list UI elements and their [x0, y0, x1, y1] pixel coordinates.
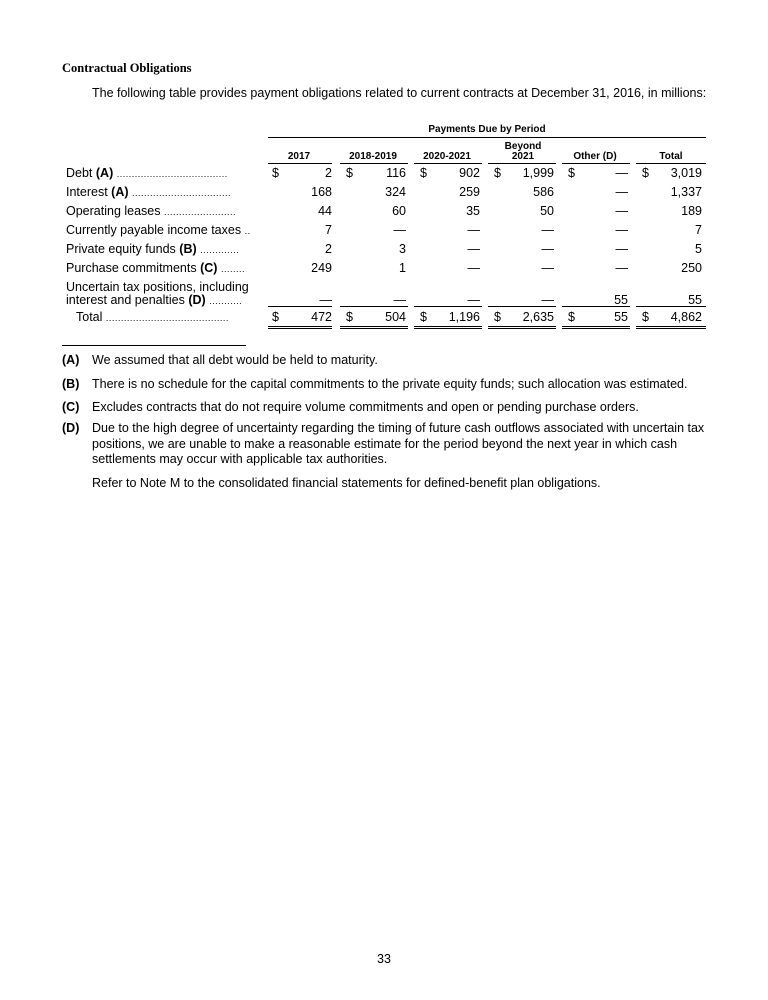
- table-cell: 3: [399, 242, 406, 256]
- closing-note: Refer to Note M to the consolidated financial statements for defined-benefit plan obligations.: [92, 476, 601, 490]
- table-cell: —: [615, 204, 628, 218]
- header-rule: [268, 137, 706, 138]
- row-label-line1: Uncertain tax positions, including: [66, 280, 249, 294]
- table-cell: 168: [311, 185, 332, 199]
- currency-symbol: $: [568, 310, 575, 324]
- table-cell: —: [541, 293, 554, 307]
- currency-symbol: $: [272, 166, 279, 180]
- row-footnote-ref: (A): [95, 166, 114, 180]
- table-cell: 189: [681, 204, 702, 218]
- footnote-a-text: We assumed that all debt would be held to maturity.: [92, 353, 378, 367]
- table-cell: 249: [311, 261, 332, 275]
- row-leader-dots: .............: [200, 245, 240, 255]
- table-cell: —: [541, 242, 554, 256]
- table-cell: —: [615, 223, 628, 237]
- table-cell: 3,019: [670, 166, 702, 180]
- table-cell: 1: [399, 261, 406, 275]
- table-cell: 60: [392, 204, 406, 218]
- col-beyond-line1: Beyond: [504, 141, 542, 152]
- currency-symbol: $: [346, 166, 353, 180]
- table-cell: 7: [695, 223, 702, 237]
- table-cell: —: [615, 185, 628, 199]
- row-label-text: Debt: [66, 166, 93, 180]
- currency-symbol: $: [494, 166, 501, 180]
- row-label-text: Purchase commitments: [66, 261, 197, 275]
- total-cell: 2,635: [522, 310, 554, 324]
- row-footnote-ref: (C): [200, 261, 218, 275]
- footnote-d-key: (D): [62, 421, 80, 435]
- table-cell: 35: [466, 204, 480, 218]
- footnote-c-text: Excludes contracts that do not require volume commitments and open or pending purchase orders.: [92, 400, 639, 414]
- col-beyond-line2: 2021: [511, 151, 535, 162]
- total-label-text: Total: [76, 310, 103, 324]
- row-label: [66, 223, 251, 239]
- page-number: 33: [377, 952, 391, 966]
- footnote-c-key: (C): [62, 400, 80, 414]
- table-cell: —: [615, 166, 628, 180]
- col-other: Other (D): [573, 151, 617, 162]
- table-cell: 50: [540, 204, 554, 218]
- row-footnote-ref: (A): [111, 185, 129, 199]
- total-cell: 1,196: [448, 310, 480, 324]
- row-label-text: Operating leases: [66, 204, 161, 218]
- currency-symbol: $: [420, 166, 427, 180]
- row-label: [66, 185, 231, 201]
- currency-symbol: $: [494, 310, 501, 324]
- table-cell: —: [319, 293, 332, 307]
- footnote-d-text: Due to the high degree of uncertainty regarding the timing of future cash outflows associated with uncertain tax positions, we are unable to make a reasonable estimate for the period beyond the next year in which cash settlements may occur with applicable tax authorities.: [92, 421, 705, 466]
- intro-paragraph: The following table provides payment obligations related to current contracts at December 31, 2016, in millions:: [92, 86, 707, 100]
- table-cell: —: [467, 293, 480, 307]
- row-label: [66, 242, 239, 258]
- row-label: [66, 204, 236, 220]
- col-2020-2021: 2020-2021: [423, 151, 471, 162]
- row-leader-dots: ...........: [209, 296, 243, 306]
- table-cell: 1,337: [670, 185, 702, 199]
- row-label: [66, 293, 242, 309]
- table-cell: 586: [533, 185, 554, 199]
- table-cell: 324: [385, 185, 406, 199]
- table-cell: —: [541, 223, 554, 237]
- row-leader-dots: ........: [220, 264, 245, 274]
- total-leader-dots: .........................................: [105, 313, 229, 323]
- total-cell: 472: [311, 310, 332, 324]
- currency-symbol: $: [642, 310, 649, 324]
- col-total: Total: [659, 151, 683, 162]
- footnote-b-text: There is no schedule for the capital commitments to the private equity funds; such allocation was estimated.: [92, 377, 688, 391]
- table-cell: 55: [614, 293, 628, 307]
- row-leader-dots: ..: [244, 226, 251, 236]
- currency-symbol: $: [642, 166, 649, 180]
- footnote-separator: [62, 345, 246, 346]
- table-cell: —: [393, 223, 406, 237]
- col-2018-2019: 2018-2019: [349, 151, 397, 162]
- table-cell: 2: [325, 166, 332, 180]
- table-cell: —: [467, 223, 480, 237]
- row-leader-dots: .....................................: [116, 169, 228, 179]
- row-label: [66, 261, 245, 277]
- footnote-a-key: (A): [62, 353, 80, 367]
- table-cell: —: [541, 261, 554, 275]
- table-cell: 250: [681, 261, 702, 275]
- table-cell: 55: [688, 293, 702, 307]
- currency-symbol: $: [346, 310, 353, 324]
- table-cell: —: [615, 242, 628, 256]
- table-cell: 259: [459, 185, 480, 199]
- col-2017: 2017: [287, 151, 311, 162]
- table-cell: —: [615, 261, 628, 275]
- total-cell: 55: [614, 310, 628, 324]
- section-title: Contractual Obligations: [62, 61, 192, 75]
- table-cell: —: [467, 261, 480, 275]
- table-cell: —: [467, 242, 480, 256]
- table-cell: —: [393, 293, 406, 307]
- table-cell: 116: [386, 166, 406, 180]
- row-footnote-ref: (D): [188, 293, 206, 307]
- footnote-b-key: (B): [62, 377, 80, 391]
- row-label-text: interest and penalties: [66, 293, 185, 307]
- row-label-text: Currently payable income taxes: [66, 223, 242, 237]
- currency-symbol: $: [568, 166, 575, 180]
- row-label-text: Interest: [66, 185, 108, 199]
- total-cell: 504: [385, 310, 406, 324]
- table-cell: 902: [459, 166, 480, 180]
- table-cell: 2: [325, 242, 332, 256]
- row-leader-dots: .................................: [132, 188, 232, 198]
- table-cell: 1,999: [522, 166, 554, 180]
- group-header: Payments Due by Period: [428, 124, 546, 135]
- currency-symbol: $: [420, 310, 427, 324]
- currency-symbol: $: [272, 310, 279, 324]
- table-cell: 7: [325, 223, 332, 237]
- row-leader-dots: ........................: [164, 207, 237, 217]
- row-label-text: Private equity funds: [66, 242, 176, 256]
- total-cell: 4,862: [670, 310, 702, 324]
- table-cell: 5: [695, 242, 702, 256]
- row-footnote-ref: (B): [179, 242, 197, 256]
- row-label: [66, 166, 228, 182]
- total-label: [76, 310, 229, 326]
- table-cell: 44: [318, 204, 332, 218]
